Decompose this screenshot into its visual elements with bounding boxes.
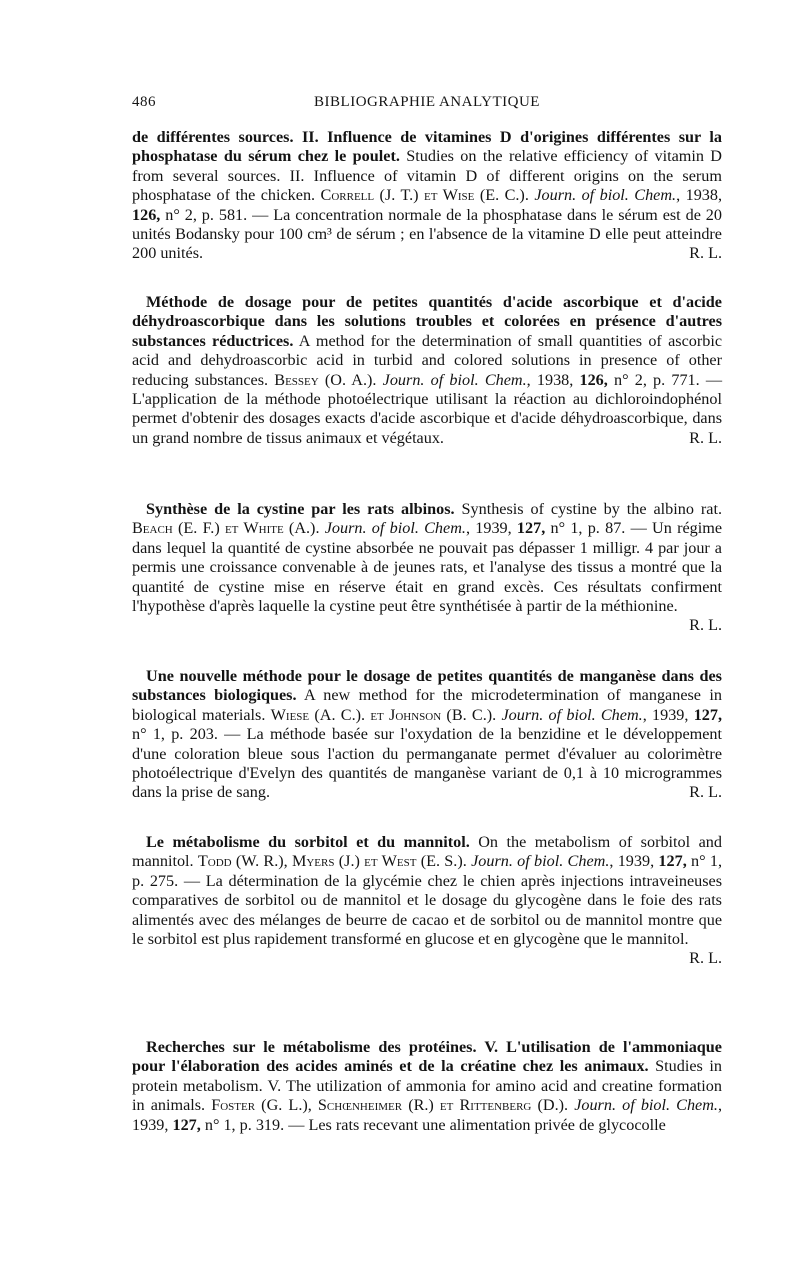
entry-journal: Journ. of biol. Chem. xyxy=(534,186,677,205)
entry-translation: Studies in protein metabolism. V. The utilization of ammonia for amino acid and creatine formation in animals. xyxy=(132,1057,722,1115)
bibliography-entry: Une nouvelle méthode pour le dosage de petites quantités de manganèse dans des substances biologiques. A new method for the microdetermination of manganese in biological materials. Wiese (A. C.). et Johnson (B. C.). Journ. of biol. Chem., 1939, 127, n° 1, p. 203. — La méthode basée sur l'oxydation de la benzidine et le développement d'une coloration bleue sous l'action du permanganate permet d'évaluer au colorimètre photoélectrique d'Evelyn des quantités de manganèse variant de 0,1 à 10 microgrammes dans la prise de sang. R. L. xyxy=(132,667,723,802)
entry-authors: Wiese (A. C.). et Johnson (B. C.). xyxy=(270,705,497,724)
entry-title: de différentes sources. II. Influence de vitamines D d'origines différentes sur la phosphatase du sérum chez le poulet. xyxy=(132,128,722,166)
entry-translation: Synthesis of cystine by the albino rat. xyxy=(461,500,723,518)
entry-year: 1939, xyxy=(132,1115,169,1134)
entry-translation: On the metabolism of sorbitol and mannitol. xyxy=(132,833,722,871)
entry-signature: R. L. xyxy=(689,949,722,968)
page-number: 486 xyxy=(132,94,156,110)
entry-issue-page: n° 1, p. 275. — xyxy=(132,852,723,890)
entry-abstract: L'application de la méthode photoélectrique utilisant la réaction au dichloroindophénol permet d'obtenir des dosages exacts d'acide ascorbique et d'acide déhydroascorbique, dans un grand nombre de tissus animaux et végétaux. xyxy=(132,390,722,447)
entry-journal: Journ. of biol. Chem. xyxy=(382,370,527,389)
entry-year: 1938, xyxy=(536,370,574,389)
entry-signature: R. L. xyxy=(689,616,722,635)
entry-journal: Journ. of biol. Chem. xyxy=(501,705,643,724)
running-title: BIBLIOGRAPHIE ANALYTIQUE xyxy=(314,94,540,110)
entry-volume: 127, xyxy=(516,519,546,538)
entry-signature: R. L. xyxy=(689,428,722,447)
entry-issue-page: n° 2, p. 771. — xyxy=(614,370,723,389)
bibliography-entry: de différentes sources. II. Influence de vitamines D d'origines différentes sur la phosphatase du sérum chez le poulet. Studies on the relative efficiency of vitamin D from several sources. II. Influence of vitamin D of different origins on the serum phosphatase of the chicken. Correll (J. T.) et Wise (E. C.). Journ. of biol. Chem., 1938, 126, n° 2, p. 581. — La concentration normale de la phosphatase dans le sérum est de 20 unités Bodansky pour 100 cm³ de sérum ; en l'absence de la vitamine D elle peut atteindre 200 unités. R. L. xyxy=(132,128,723,263)
entry-signature: R. L. xyxy=(689,783,722,802)
bibliography-entry: Synthèse de la cystine par les rats albinos. Synthesis of cystine by the albino rat. Beach (E. F.) et White (A.). Journ. of biol. Chem., 1939, 127, n° 1, p. 87. — Un régime dans lequel la quantité de cystine absorbée ne pouvait pas dépasser 1 milligr. 4 par jour a permis une croissance convenable à de jeunes rats, et l'analyse des tissus a montré que la quantité de cystine mise en réserve était en grand excès. Ces résultats confirment l'hypothèse d'après laquelle la cystine peut être synthétisée à partir de la méthionine. R. L. xyxy=(132,500,723,635)
entry-issue-page: n° 2, p. 581. — xyxy=(165,205,269,224)
bibliography-entry: Méthode de dosage pour de petites quantités d'acide ascorbique et d'acide déhydroascorbique dans les solutions troubles et colorées en présence d'autres substances réductrices. A method for the determination of small quantities of ascorbic acid and dehydroascorbic acid in turbid and colored solutions in presence of other reducing substances. Bessey (O. A.). Journ. of biol. Chem., 1938, 126, n° 2, p. 771. — L'application de la méthode photoélectrique utilisant la réaction au dichloroindophénol permet d'obtenir des dosages exacts d'acide ascorbique et d'acide déhydroascorbique, dans un grand nombre de tissus animaux et végétaux. R. L. xyxy=(132,293,723,447)
entry-volume: 126, xyxy=(579,370,608,389)
entry-authors: Bessey (O. A.). xyxy=(274,370,377,389)
entry-authors: Todd (W. R.), Myers (J.) et West (E. S.). xyxy=(197,852,467,871)
entry-volume: 126, xyxy=(132,205,161,224)
entry-journal: Journ. of biol. Chem. xyxy=(574,1096,718,1115)
entry-translation: A method for the determination of small quantities of ascorbic acid and dehydroascorbic acid in turbid and colored solutions in presence of other reducing substances. xyxy=(132,331,723,389)
entry-issue-page: n° 1, p. 203. — xyxy=(132,725,241,744)
entry-translation: Studies on the relative efficiency of vitamin D from several sources. II. Influence of vitamin D of different origins on the serum phosphatase of the chicken. xyxy=(132,147,722,205)
entry-volume: 127, xyxy=(693,705,723,724)
page-header xyxy=(132,94,722,116)
entry-abstract: Un régime dans lequel la quantité de cystine absorbée ne pouvait pas dépasser 1 milligr. 4 par jour a permis une croissance convenable à de jeunes rats, et l'analyse des tissus a montré que la quantité de cystine mise en réserve était en grand excès. Ces résultats confirment l'hypothèse d'après laquelle la cystine peut être synthétisée à partir de la méthionine. xyxy=(132,519,723,616)
entry-volume: 127, xyxy=(658,852,687,871)
bibliography-entry: Le métabolisme du sorbitol et du mannitol. On the metabolism of sorbitol and mannitol. Todd (W. R.), Myers (J.) et West (E. S.). Journ. of biol. Chem., 1939, 127, n° 1, p. 275. — La détermination de la glycémie chez le chien après injections intraveineuses comparatives de sorbitol ou de mannitol et le dosage du glycogène dans le foie des rats alimentés avec des mélanges de beurre de cacao et de sorbitol ou de mannitol montre que le sorbitol est plus rapidement transformé en glucose et en glycogène que le mannitol. R. L. xyxy=(132,833,723,968)
entry-abstract: La méthode basée sur l'oxydation de la benzidine et le développement d'une coloration bleue sous l'action du permanganate permet d'évaluer au colorimètre photoélectrique d'Evelyn des quantités de manganèse variant de 0,1 à 10 microgrammes dans la prise de sang. xyxy=(132,725,722,802)
entry-journal: Journ. of biol. Chem. xyxy=(324,519,466,538)
entry-abstract: Les rats recevant une alimentation privée de glycocolle xyxy=(308,1115,666,1134)
entry-year: 1939, xyxy=(617,852,655,871)
entry-title: Une nouvelle méthode pour le dosage de petites quantités de manganèse dans des substances biologiques. xyxy=(132,667,722,705)
entry-year: 1938, xyxy=(685,186,723,205)
entry-journal: Journ. of biol. Chem. xyxy=(471,852,610,871)
entry-title: Le métabolisme du sorbitol et du mannitol. xyxy=(146,833,470,851)
entry-authors: Correll (J. T.) et Wise (E. C.). xyxy=(320,186,529,205)
entry-issue-page: n° 1, p. 87. — xyxy=(550,519,647,538)
entry-title: Synthèse de la cystine par les rats albinos. xyxy=(146,500,455,518)
entry-title: Méthode de dosage pour de petites quantités d'acide ascorbique et d'acide déhydroascorbique dans les solutions troubles et colorées en présence d'autres substances réductrices. xyxy=(132,293,722,350)
entry-title: Recherches sur le métabolisme des protéines. V. L'utilisation de l'ammoniaque pour l'élaboration des acides aminés et de la créatine chez les animaux. xyxy=(132,1038,722,1076)
entry-year: 1939, xyxy=(652,705,689,724)
entry-authors: Foster (G. L.), Schœnheimer (R.) et Rittenberg (D.). xyxy=(211,1096,569,1115)
entry-signature: R. L. xyxy=(689,244,722,263)
bibliography-entry: Recherches sur le métabolisme des protéines. V. L'utilisation de l'ammoniaque pour l'élaboration des acides aminés et de la créatine chez les animaux. Studies in protein metabolism. V. The utilization of ammonia for amino acid and creatine formation in animals. Foster (G. L.), Schœnheimer (R.) et Rittenberg (D.). Journ. of biol. Chem., 1939, 127, n° 1, p. 319. — Les rats recevant une alimentation privée de glycocolle xyxy=(132,1038,723,1134)
entry-issue-page: n° 1, p. 319. — xyxy=(204,1115,305,1134)
entry-abstract: La concentration normale de la phosphatase dans le sérum est de 20 unités Bodansky pour 100 cm³ de sérum ; en l'absence de la vitamine D elle peut atteindre 200 unités. xyxy=(132,205,722,263)
entry-year: 1939, xyxy=(475,519,512,538)
entry-volume: 127, xyxy=(172,1115,201,1134)
entry-translation: A new method for the microdetermination of manganese in biological materials. xyxy=(132,686,722,724)
entry-abstract: La détermination de la glycémie chez le chien après injections intraveineuses comparatives de sorbitol ou de mannitol et le dosage du glycogène dans le foie des rats alimentés avec des mélanges de beurre de cacao et de sorbitol ou de mannitol montre que le sorbitol est plus rapidement transformé en glucose et en glycogène que le mannitol. xyxy=(132,871,723,949)
entry-authors: Beach (E. F.) et White (A.). xyxy=(132,519,320,538)
